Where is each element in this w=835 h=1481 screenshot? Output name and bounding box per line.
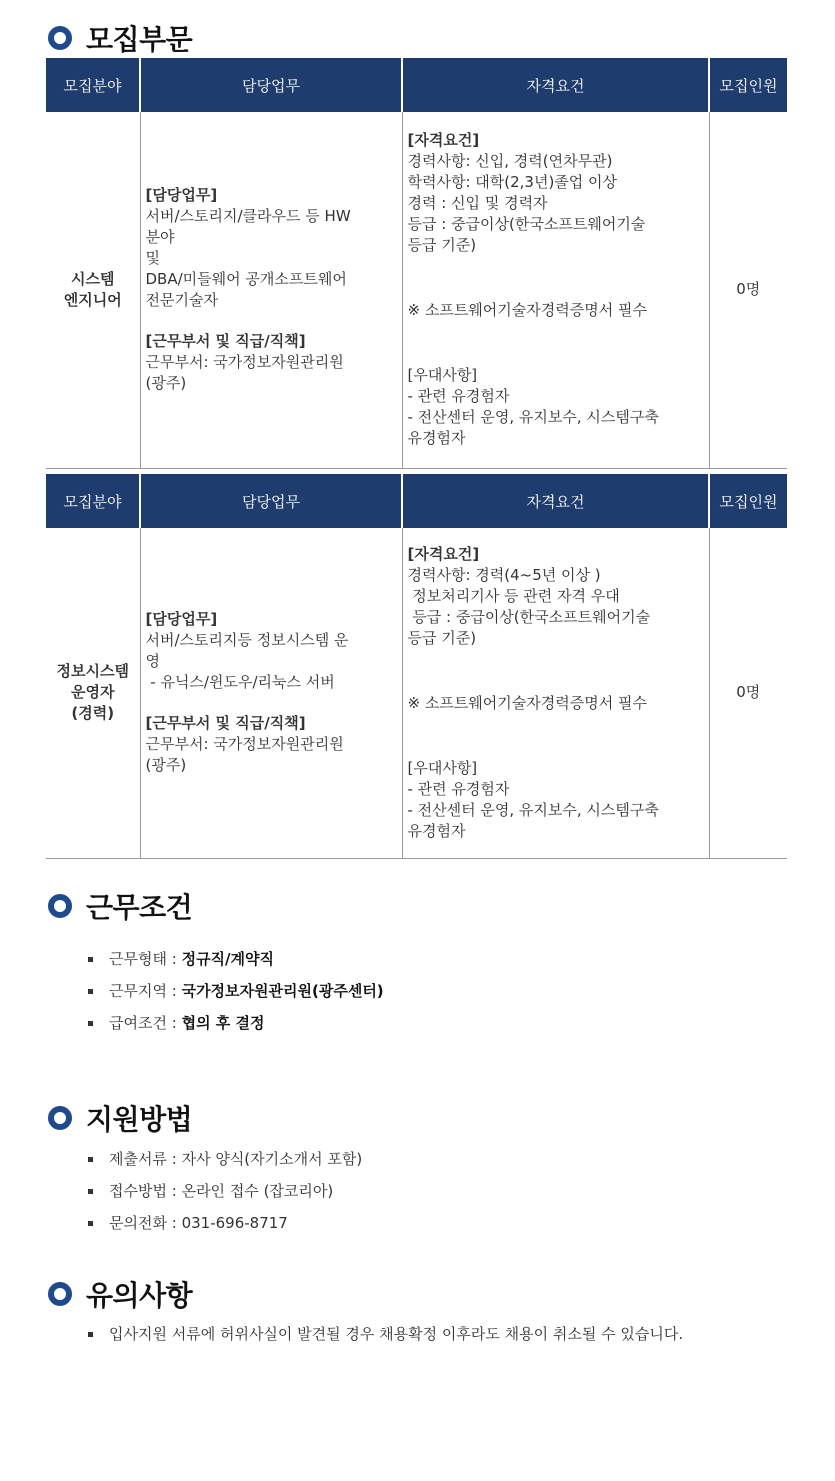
square-bullet-icon — [88, 1221, 93, 1226]
field-line: 정보시스템 — [56, 662, 129, 681]
qual-line: 등급 : 중급이상(한국소프트웨어기술 — [407, 215, 646, 234]
dept-line: (광주) — [145, 756, 187, 775]
item-label: 문의전화 : — [109, 1214, 177, 1232]
qual-line: 등급 기준) — [407, 236, 477, 255]
dept-line: 근무부서: 국가정보자원관리원 — [145, 353, 344, 372]
pref-line: - 전산센터 운영, 유지보수, 시스템구축 — [407, 800, 659, 819]
count-cell: 0명 — [709, 528, 787, 858]
recruit-table-1 — [46, 58, 787, 469]
list-item — [88, 975, 384, 1007]
recruit-table-2 — [46, 474, 787, 859]
list-item — [88, 1318, 683, 1350]
section-title-text: 유의사항 — [86, 1279, 193, 1312]
item-value: 국가정보자원관리원(광주센터) — [181, 982, 384, 1000]
table-header-row — [46, 58, 787, 112]
table-row — [46, 112, 787, 468]
header-duty: 담당업무 — [140, 58, 402, 112]
field-line: 시스템 — [71, 269, 115, 288]
pref-line: - 관련 유경험자 — [407, 387, 510, 406]
pref-line: 유경험자 — [407, 821, 466, 840]
duty-title: [담당업무] — [145, 186, 218, 205]
field-cell — [46, 112, 140, 468]
duty-line: DBA/미들웨어 공개소프트웨어 — [145, 270, 347, 289]
qual-line: 등급 기준) — [407, 628, 477, 647]
header-duty: 담당업무 — [140, 474, 402, 528]
section-title-text: 모집부문 — [86, 23, 193, 56]
duty-cell — [140, 112, 402, 468]
item-label: 접수방법 : — [109, 1182, 177, 1200]
duty-line: 전문기술자 — [145, 291, 218, 310]
field-line: 엔지니어 — [63, 290, 122, 309]
square-bullet-icon — [88, 989, 93, 994]
item-value: 자사 양식(자기소개서 포함) — [181, 1150, 363, 1168]
item-label: 근무형태 : — [109, 950, 177, 968]
section-bullet-icon — [48, 1106, 72, 1130]
header-qualification: 자격요건 — [402, 474, 709, 528]
field-cell — [46, 528, 140, 858]
item-value: 온라인 접수 (잡코리아) — [181, 1182, 334, 1200]
field-line: (경력) — [71, 704, 115, 723]
list-item — [88, 1007, 384, 1039]
item-value: 정규직/계약직 — [181, 950, 274, 968]
square-bullet-icon — [88, 1021, 93, 1026]
dept-line: (광주) — [145, 374, 187, 393]
item-value: 031-696-8717 — [181, 1214, 288, 1232]
header-field: 모집분야 — [46, 474, 140, 528]
header-count: 모집인원 — [709, 58, 787, 112]
qual-title: [자격요건] — [407, 131, 480, 150]
notice-list — [88, 1318, 683, 1350]
dept-title: [근무부서 및 직급/직책] — [145, 714, 306, 733]
duty-line: 영 — [145, 652, 160, 671]
header-field: 모집분야 — [46, 58, 140, 112]
qualification-cell — [402, 528, 709, 858]
section-title-apply — [48, 1098, 192, 1138]
section-title-text: 근무조건 — [86, 891, 193, 924]
item-label: 입사지원 서류에 허위사실이 발견될 경우 채용확정 이후라도 채용이 취소될 수 있습니다. — [109, 1325, 684, 1343]
duty-line: 서버/스토리지/클라우드 등 HW — [145, 207, 351, 226]
qual-title: [자격요건] — [407, 544, 480, 563]
pref-title: [우대사항] — [407, 758, 478, 777]
square-bullet-icon — [88, 1189, 93, 1194]
qual-line: 경력사항: 신입, 경력(연차무관) — [407, 152, 613, 171]
square-bullet-icon — [88, 957, 93, 962]
square-bullet-icon — [88, 1332, 93, 1337]
section-bullet-icon — [48, 26, 72, 50]
qual-line: 학력사항: 대학(2,3년)졸업 이상 — [407, 173, 618, 192]
pref-title: [우대사항] — [407, 366, 478, 385]
qual-note: ※ 소프트웨어기술자경력증명서 필수 — [407, 301, 647, 320]
item-label: 제출서류 : — [109, 1150, 177, 1168]
count-cell: 0명 — [709, 112, 787, 468]
square-bullet-icon — [88, 1157, 93, 1162]
section-title-notice — [48, 1274, 192, 1314]
qualification-cell — [402, 112, 709, 468]
qual-line: 경력 : 신입 및 경력자 — [407, 194, 548, 213]
pref-line: - 전산센터 운영, 유지보수, 시스템구축 — [407, 408, 659, 427]
section-title-conditions — [48, 886, 192, 926]
section-bullet-icon — [48, 1282, 72, 1306]
item-label: 급여조건 : — [109, 1014, 177, 1032]
dept-title: [근무부서 및 직급/직책] — [145, 332, 306, 351]
section-bullet-icon — [48, 894, 72, 918]
list-item — [88, 1207, 362, 1239]
header-count: 모집인원 — [709, 474, 787, 528]
qual-line: 경력사항: 경력(4~5년 이상 ) — [407, 565, 601, 584]
duty-cell — [140, 528, 402, 858]
conditions-list — [88, 943, 384, 1039]
table-row — [46, 528, 787, 858]
list-item — [88, 1175, 362, 1207]
qual-line: 등급 : 중급이상(한국소프트웨어기술 — [407, 607, 651, 626]
item-value: 협의 후 결정 — [181, 1014, 265, 1032]
section-title-recruit — [48, 18, 192, 58]
table-header-row — [46, 474, 787, 528]
duty-title: [담당업무] — [145, 610, 218, 629]
section-title-text: 지원방법 — [86, 1103, 193, 1136]
duty-line: 및 — [145, 249, 160, 268]
pref-line: 유경험자 — [407, 429, 466, 448]
header-qualification: 자격요건 — [402, 58, 709, 112]
apply-list — [88, 1143, 362, 1239]
field-line: 운영자 — [71, 683, 115, 702]
duty-line: 분야 — [145, 228, 175, 247]
duty-line: 서버/스토리지등 정보시스템 운 — [145, 631, 349, 650]
list-item — [88, 1143, 362, 1175]
qual-note: ※ 소프트웨어기술자경력증명서 필수 — [407, 693, 647, 712]
list-item — [88, 943, 384, 975]
dept-line: 근무부서: 국가정보자원관리원 — [145, 735, 344, 754]
pref-line: - 관련 유경험자 — [407, 779, 510, 798]
duty-line: - 유닉스/윈도우/리눅스 서버 — [145, 673, 335, 692]
item-label: 근무지역 : — [109, 982, 177, 1000]
qual-line: 정보처리기사 등 관련 자격 우대 — [407, 586, 620, 605]
